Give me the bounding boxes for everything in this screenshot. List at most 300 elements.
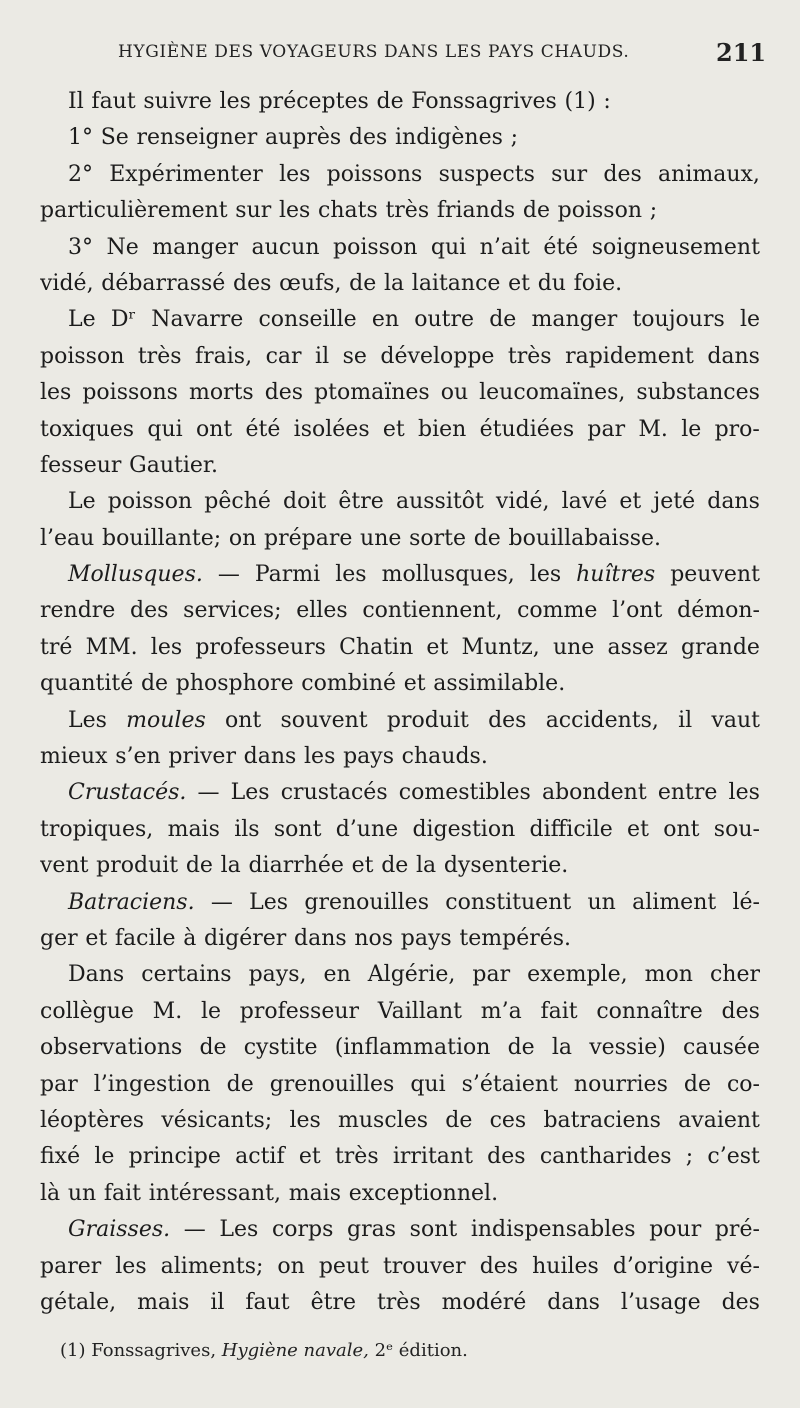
word: s’en xyxy=(115,744,161,770)
word: poisson xyxy=(557,198,643,224)
word: pays, xyxy=(248,962,307,988)
word: de xyxy=(349,270,377,296)
word: et xyxy=(351,853,374,879)
word: — xyxy=(217,562,240,588)
word: dans xyxy=(547,1289,600,1315)
text-line xyxy=(40,375,760,411)
word: foie. xyxy=(573,270,623,296)
word: prépare xyxy=(264,525,353,551)
italic-word: huîtres xyxy=(576,562,656,588)
word: connaître xyxy=(596,998,703,1024)
word: 2° xyxy=(68,161,93,187)
word: contiennent, xyxy=(362,598,503,624)
text-line xyxy=(40,1139,760,1175)
word: des xyxy=(264,380,304,406)
word: les xyxy=(304,744,336,770)
word: cystite xyxy=(243,1035,318,1061)
word: batraciens xyxy=(543,1107,661,1133)
word: poissons xyxy=(82,380,178,406)
word: des xyxy=(479,1253,519,1279)
word: facile xyxy=(114,925,176,951)
word: souvent xyxy=(280,707,368,733)
word: sont xyxy=(273,816,322,842)
word: Dʳ xyxy=(110,307,137,333)
word: en xyxy=(323,962,351,988)
word: certains xyxy=(141,962,232,988)
word: irritant xyxy=(392,1144,473,1170)
word: professeur xyxy=(239,998,360,1024)
text-line xyxy=(40,120,760,156)
word: la xyxy=(416,853,437,879)
word: de xyxy=(226,1071,254,1097)
text-line xyxy=(40,266,760,302)
word: Expérimenter xyxy=(109,161,263,187)
text-line xyxy=(40,739,760,775)
word: suivre xyxy=(143,89,212,114)
text-line xyxy=(40,666,760,702)
word: sur xyxy=(235,198,272,224)
word: de xyxy=(522,198,550,224)
word: l’eau xyxy=(40,525,95,551)
word: pré- xyxy=(714,1217,760,1243)
word: débarrassé xyxy=(101,270,226,296)
word: aliments; xyxy=(160,1253,264,1279)
word: pays xyxy=(343,744,394,770)
word: Les xyxy=(68,707,107,733)
word: ont xyxy=(663,816,700,842)
word: de xyxy=(140,671,169,697)
word: mollusques, xyxy=(381,562,515,588)
word: modéré xyxy=(441,1289,527,1315)
word: vidé, xyxy=(495,489,550,515)
word: le xyxy=(200,998,221,1024)
word: Les xyxy=(230,780,270,806)
word: il xyxy=(210,1289,225,1315)
word: professeurs xyxy=(195,634,326,660)
word: manger xyxy=(531,307,618,333)
word: produit xyxy=(386,707,469,733)
word: des xyxy=(487,1144,526,1170)
word: 3° xyxy=(68,234,93,260)
word: faut xyxy=(245,1289,290,1315)
running-title: HYGIÈNE DES VOYAGEURS DANS LES PAYS CHAUDS. xyxy=(118,42,630,62)
word: de xyxy=(473,525,501,551)
word: pour xyxy=(649,1217,702,1243)
word: les xyxy=(115,1253,147,1279)
word: dysenterie. xyxy=(443,853,569,879)
word: causée xyxy=(683,1035,760,1061)
word: indigènes xyxy=(394,125,503,151)
word: aliment xyxy=(632,889,717,915)
word: parer xyxy=(40,1253,102,1279)
text-line xyxy=(40,630,760,666)
word: isolées xyxy=(293,416,370,442)
word: nos xyxy=(354,925,394,951)
word: frais, xyxy=(195,343,253,369)
word: et xyxy=(508,270,530,296)
word: on xyxy=(228,525,257,551)
word: poissons xyxy=(326,161,423,187)
word: tropiques, xyxy=(40,816,154,842)
word: démon- xyxy=(677,598,760,624)
text-line xyxy=(40,1212,760,1248)
word: Ne xyxy=(106,234,139,260)
word: s’étaient xyxy=(461,1071,558,1097)
word: crustacés xyxy=(280,780,388,806)
word: Parmi xyxy=(254,562,321,588)
word: observations xyxy=(40,1035,183,1061)
word: difficile xyxy=(529,816,613,842)
text-line xyxy=(40,885,760,921)
text-line xyxy=(40,1103,760,1139)
text-line xyxy=(40,193,760,229)
word: et xyxy=(426,634,449,660)
text-line xyxy=(40,921,760,957)
word: les xyxy=(289,1107,321,1133)
word: Navarre xyxy=(151,307,244,333)
word: constituent xyxy=(445,889,572,915)
word: être xyxy=(338,489,384,515)
word: vé- xyxy=(727,1253,760,1279)
word: Se xyxy=(100,125,129,151)
word: un xyxy=(587,889,616,915)
word: qui xyxy=(410,1071,446,1097)
word: peut xyxy=(318,1253,369,1279)
word: léoptères xyxy=(40,1107,145,1133)
word: ; xyxy=(510,125,518,151)
word: les xyxy=(279,161,311,187)
word: poisson xyxy=(107,489,193,515)
word: co- xyxy=(726,1071,760,1097)
text-line xyxy=(40,157,760,193)
word: leucomaïnes, xyxy=(479,380,626,406)
word: bien xyxy=(418,416,467,442)
word: intéressant, xyxy=(148,1180,282,1206)
word: l’usage xyxy=(620,1289,701,1315)
word: morts xyxy=(188,380,254,406)
word: laitance xyxy=(411,270,501,296)
word: de xyxy=(185,853,213,879)
word: bouillante; xyxy=(102,525,222,551)
text-line xyxy=(40,775,760,811)
word: par xyxy=(40,1071,78,1097)
text-line xyxy=(40,1176,760,1212)
word: des xyxy=(348,125,388,151)
word: les xyxy=(219,89,251,114)
word: et xyxy=(619,489,642,515)
word: de xyxy=(683,1071,711,1097)
word: lavé xyxy=(561,489,608,515)
word: sou- xyxy=(713,816,760,842)
word: très xyxy=(137,343,182,369)
word: être xyxy=(310,1289,356,1315)
word: auprès xyxy=(265,125,342,151)
word: bouillabaisse. xyxy=(508,525,662,551)
word: les xyxy=(335,562,367,588)
footnote-edition: 2ᵉ édition. xyxy=(374,1340,468,1361)
italic-word: Mollusques. xyxy=(68,562,203,588)
text-line xyxy=(40,812,760,848)
word: dans xyxy=(707,343,760,369)
word: des xyxy=(130,598,169,624)
text-line xyxy=(40,957,760,993)
word: Il xyxy=(68,89,84,114)
word: vésicants; xyxy=(161,1107,273,1133)
word: exceptionnel. xyxy=(348,1180,499,1206)
word: c’est xyxy=(707,1144,760,1170)
word: (inflammation xyxy=(334,1035,491,1061)
word: friands xyxy=(436,198,516,224)
word: Le xyxy=(68,307,96,333)
word: rendre xyxy=(40,598,116,624)
word: les xyxy=(278,198,311,224)
word: des xyxy=(488,707,527,733)
word: quantité xyxy=(40,671,134,697)
word: assez xyxy=(607,634,668,660)
italic-word: Batraciens. xyxy=(68,889,195,915)
word: de xyxy=(199,1035,227,1061)
word: tré xyxy=(40,634,73,660)
word: une xyxy=(360,525,402,551)
word: toxiques xyxy=(40,416,135,442)
word: le xyxy=(681,416,702,442)
word: dans xyxy=(243,744,297,770)
footnote-author: Fonssagrives, xyxy=(91,1340,217,1361)
word: corps xyxy=(271,1217,334,1243)
text-line xyxy=(40,412,760,448)
running-head xyxy=(0,40,800,72)
word: peuvent xyxy=(670,562,760,588)
word: fait xyxy=(540,998,578,1024)
word: Fonssagrives xyxy=(411,89,557,114)
word: (1) xyxy=(564,89,596,114)
word: huiles xyxy=(532,1253,599,1279)
word: se xyxy=(342,343,367,369)
word: comme xyxy=(517,598,598,624)
word: étudiées xyxy=(479,416,575,442)
word: avaient xyxy=(678,1107,760,1133)
text-line xyxy=(40,84,760,120)
word: l’ont xyxy=(612,598,663,624)
word: digestion xyxy=(412,816,516,842)
text-line xyxy=(40,484,760,520)
word: substances xyxy=(636,380,760,406)
word: là xyxy=(40,1180,61,1206)
word: et xyxy=(382,416,405,442)
text-line xyxy=(40,230,760,266)
word: mais xyxy=(167,816,220,842)
word: des xyxy=(233,270,272,296)
word: préceptes xyxy=(258,89,369,114)
word: très xyxy=(507,343,552,369)
word: poisson xyxy=(40,343,125,369)
word: soigneusement xyxy=(591,234,760,260)
word: doit xyxy=(283,489,327,515)
word: en xyxy=(371,307,400,333)
word: il xyxy=(678,707,693,733)
word: dans xyxy=(294,925,347,951)
word: principe xyxy=(128,1144,221,1170)
italic-word: Crustacés. xyxy=(68,780,187,806)
word: et xyxy=(403,671,426,697)
word: de xyxy=(489,307,517,333)
word: services; xyxy=(183,598,282,624)
word: à xyxy=(183,925,197,951)
word: exemple, xyxy=(527,962,628,988)
word: animaux, xyxy=(658,161,760,187)
word: la xyxy=(383,270,405,296)
word: M. xyxy=(152,998,183,1024)
page-number: 211 xyxy=(716,38,767,67)
word: les xyxy=(40,380,72,406)
word: pêché xyxy=(204,489,271,515)
word: vaut xyxy=(711,707,760,733)
word: comestibles xyxy=(398,780,531,806)
word: renseigner xyxy=(136,125,258,151)
word: mais xyxy=(137,1289,190,1315)
footnote-marker: (1) xyxy=(60,1340,86,1361)
text-line xyxy=(40,521,760,557)
text-line xyxy=(40,703,760,739)
word: gras xyxy=(347,1217,397,1243)
word: et xyxy=(627,816,649,842)
word: la xyxy=(551,1035,573,1061)
word: aucun xyxy=(251,234,320,260)
word: ou xyxy=(440,380,469,406)
word: il xyxy=(315,343,330,369)
word: accidents, xyxy=(545,707,659,733)
word: grenouilles xyxy=(269,1071,395,1097)
word: conseille xyxy=(258,307,357,333)
word: une xyxy=(552,634,595,660)
italic-word: Graisses. xyxy=(68,1217,171,1243)
footnote xyxy=(60,1340,468,1361)
word: qui xyxy=(430,234,467,260)
word: Chatin xyxy=(339,634,414,660)
word: sont xyxy=(409,1217,458,1243)
text-line xyxy=(40,339,760,375)
word: muscles xyxy=(338,1107,429,1133)
italic-word: moules xyxy=(126,707,206,733)
word: faut xyxy=(91,89,136,114)
word: dans xyxy=(707,489,760,515)
word: très xyxy=(334,1144,379,1170)
word: Algérie, xyxy=(367,962,456,988)
word: Le xyxy=(68,489,96,515)
word: de xyxy=(507,1035,535,1061)
word: abondent xyxy=(541,780,647,806)
word: entre xyxy=(657,780,718,806)
word: poisson xyxy=(333,234,418,260)
word: collègue xyxy=(40,998,134,1024)
word: vent xyxy=(40,853,89,879)
word: elles xyxy=(296,598,348,624)
word: été xyxy=(245,416,281,442)
word: Gautier. xyxy=(129,452,218,478)
word: la xyxy=(220,853,241,879)
word: assimilable. xyxy=(433,671,566,697)
word: diarrhée xyxy=(248,853,344,879)
word: suspects xyxy=(438,161,535,187)
word: digérer xyxy=(204,925,287,951)
text-line xyxy=(40,1067,760,1103)
text-line xyxy=(40,448,760,484)
text-line xyxy=(40,1249,760,1285)
word: mieux xyxy=(40,744,108,770)
word: des xyxy=(721,998,760,1024)
word: combiné xyxy=(301,671,397,697)
word: chats xyxy=(318,198,378,224)
word: qui xyxy=(147,416,183,442)
word: M. xyxy=(638,416,668,442)
word: Les xyxy=(249,889,289,915)
word: pro- xyxy=(714,416,760,442)
word: ger xyxy=(40,925,78,951)
word: jeté xyxy=(653,489,696,515)
word: de xyxy=(376,89,404,114)
word: très xyxy=(376,1289,421,1315)
word: grenouilles xyxy=(304,889,429,915)
word: Dans xyxy=(68,962,125,988)
word: les xyxy=(150,634,183,660)
text-line xyxy=(40,593,760,629)
word: outre xyxy=(414,307,475,333)
word: phosphore xyxy=(175,671,294,697)
word: ont xyxy=(195,416,233,442)
word: été xyxy=(543,234,579,260)
word: de xyxy=(445,1107,473,1133)
text-line xyxy=(40,302,760,338)
word: l’ingestion xyxy=(93,1071,211,1097)
word: Muntz, xyxy=(461,634,540,660)
word: le xyxy=(739,307,760,333)
text-line xyxy=(40,1285,760,1321)
word: très xyxy=(385,198,430,224)
word: ; xyxy=(649,198,658,224)
text-line xyxy=(40,557,760,593)
word: vessie) xyxy=(589,1035,666,1061)
word: grande xyxy=(680,634,760,660)
word: produit xyxy=(96,853,179,879)
text-line xyxy=(40,994,760,1030)
word: priver xyxy=(168,744,236,770)
word: tempérés. xyxy=(459,925,572,951)
word: — xyxy=(183,1217,206,1243)
word: ces xyxy=(489,1107,527,1133)
word: par xyxy=(472,962,511,988)
word: sur xyxy=(551,161,588,187)
word: de xyxy=(381,853,409,879)
word: m’a xyxy=(480,998,522,1024)
word: — xyxy=(210,889,233,915)
word: cher xyxy=(709,962,760,988)
word: et xyxy=(85,925,108,951)
word: fixé xyxy=(40,1144,81,1170)
word: fesseur xyxy=(40,452,122,478)
word: — xyxy=(197,780,220,806)
word: lé- xyxy=(732,889,760,915)
word: car xyxy=(265,343,302,369)
body-text xyxy=(40,84,760,1321)
word: indispensables xyxy=(470,1217,636,1243)
text-line xyxy=(40,848,760,884)
word: pays xyxy=(400,925,452,951)
word: les xyxy=(529,562,562,588)
word: des xyxy=(603,161,642,187)
word: : xyxy=(603,89,611,114)
footnote-work: Hygiène navale, xyxy=(221,1340,369,1361)
word: rapidement xyxy=(565,343,694,369)
